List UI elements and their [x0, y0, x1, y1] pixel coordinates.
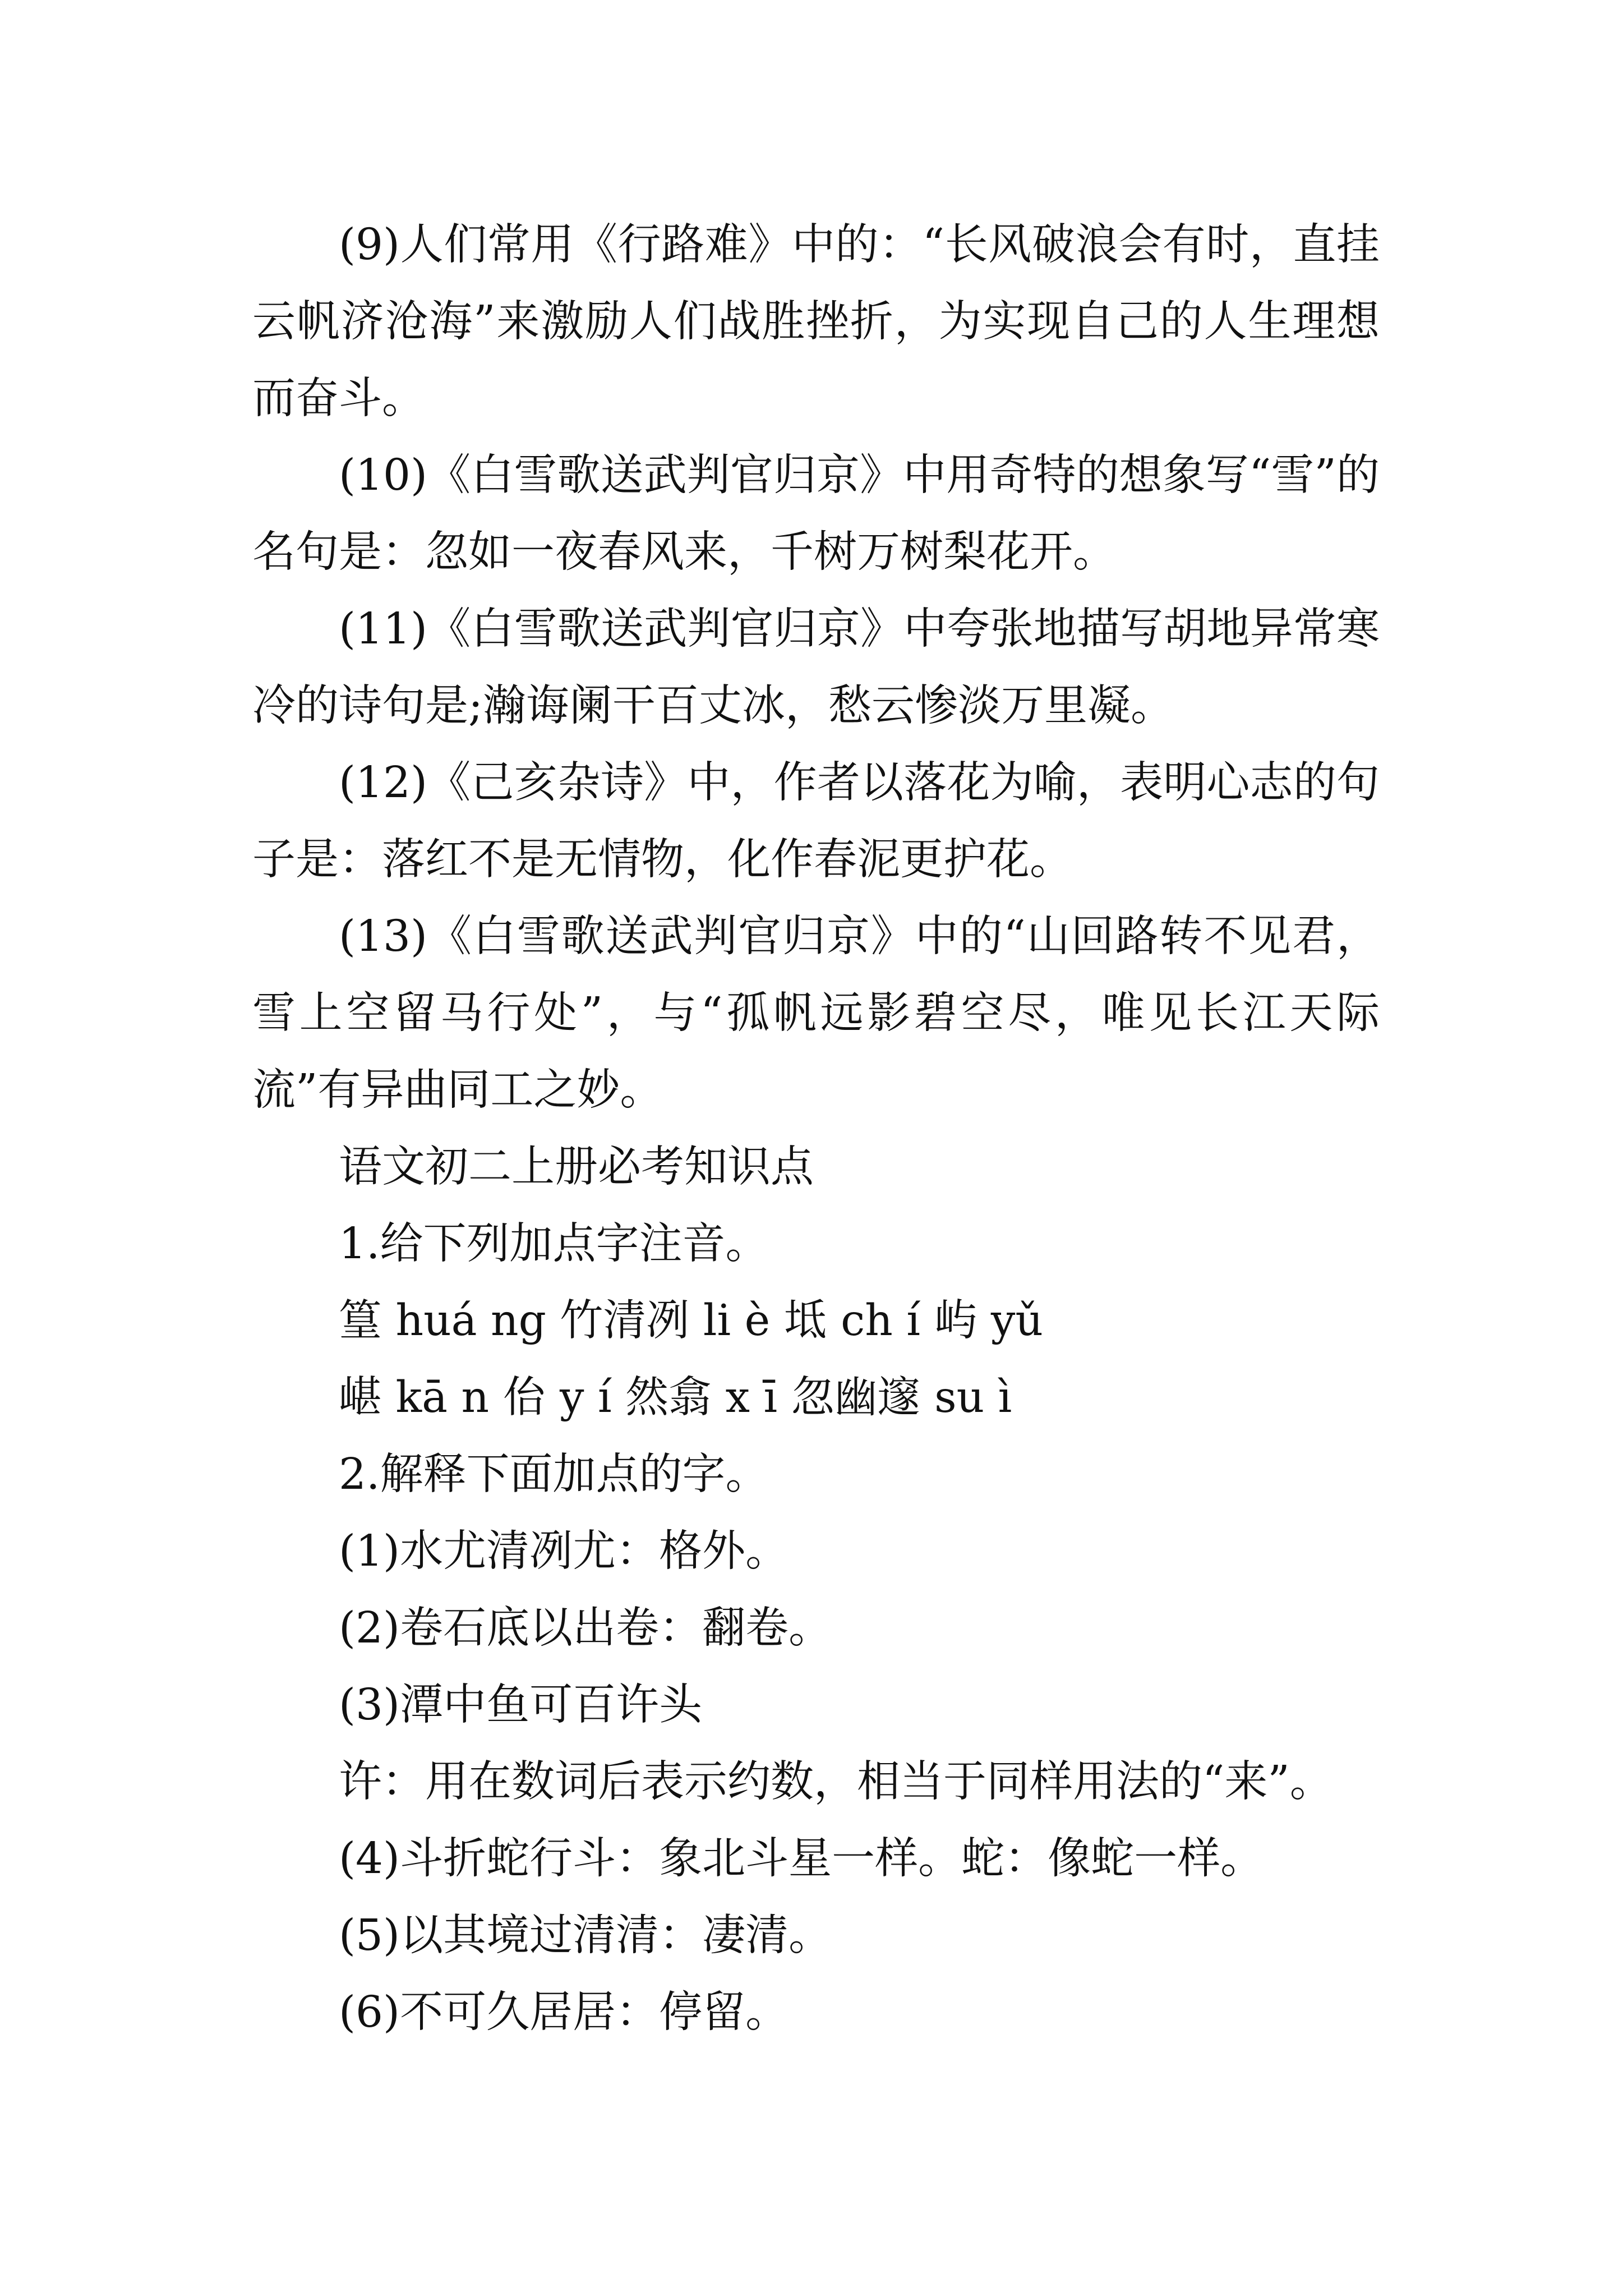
explain-item-6: (6)不可久居居：停留。: [339, 1987, 789, 2037]
paragraph-11: (11)《白雪歌送武判官归京》中夸张地描写胡地异常寒冷的诗句是;瀚诲阑干百丈冰，愁云惨淡万里凝。: [252, 604, 1380, 731]
explain-item-4: (4)斗折蛇行斗：象北斗星一样。蛇：像蛇一样。: [339, 1834, 1264, 1884]
section-title: 语文初二上册必考知识点: [339, 1142, 814, 1192]
explain-item-2: (2)卷石底以出卷：翻卷。: [339, 1603, 832, 1653]
explain-item-5: (5)以其境过清清：凄清。: [339, 1911, 832, 1961]
paragraph-9: (9)人们常用《行路难》中的：“长风破浪会有时，直挂云帆济沧海”来激励人们战胜挫折，为实现自己的人生理想而奋斗。: [252, 220, 1380, 424]
explain-task: 2.解释下面加点的字。: [339, 1450, 769, 1499]
pinyin-task: 1.给下列加点字注音。: [339, 1219, 769, 1269]
explain-item-3: (3)潭中鱼可百许头: [339, 1680, 703, 1730]
paragraph-10: (10)《白雪歌送武判官归京》中用奇特的想象写“雪”的名句是：忽如一夜春风来，千树万树梨花开。: [252, 450, 1380, 577]
paragraph-12: (12)《己亥杂诗》中，作者以落花为喻，表明心志的句子是：落红不是无情物，化作春泥更护花。: [252, 758, 1380, 885]
pinyin-line-2: 嵁 kā n 佁 y í 然翕 x ī 忽幽邃 su ì: [339, 1373, 1012, 1423]
paragraph-13: (13)《白雪歌送武判官归京》中的“山回路转不见君，雪上空留马行处”，与“孤帆远影碧空尽，唯见长江天际流”有异曲同工之妙。: [252, 912, 1380, 1115]
explain-item-3-note: 许：用在数词后表示约数，相当于同样用法的“来”。: [339, 1757, 1333, 1807]
explain-item-1: (1)水尤清冽尤：格外。: [339, 1526, 789, 1576]
document-body: [252, 206, 1380, 2051]
pinyin-line-1: 篁 huá ng 竹清冽 li è 坻 ch í 屿 yǔ: [339, 1296, 1043, 1346]
